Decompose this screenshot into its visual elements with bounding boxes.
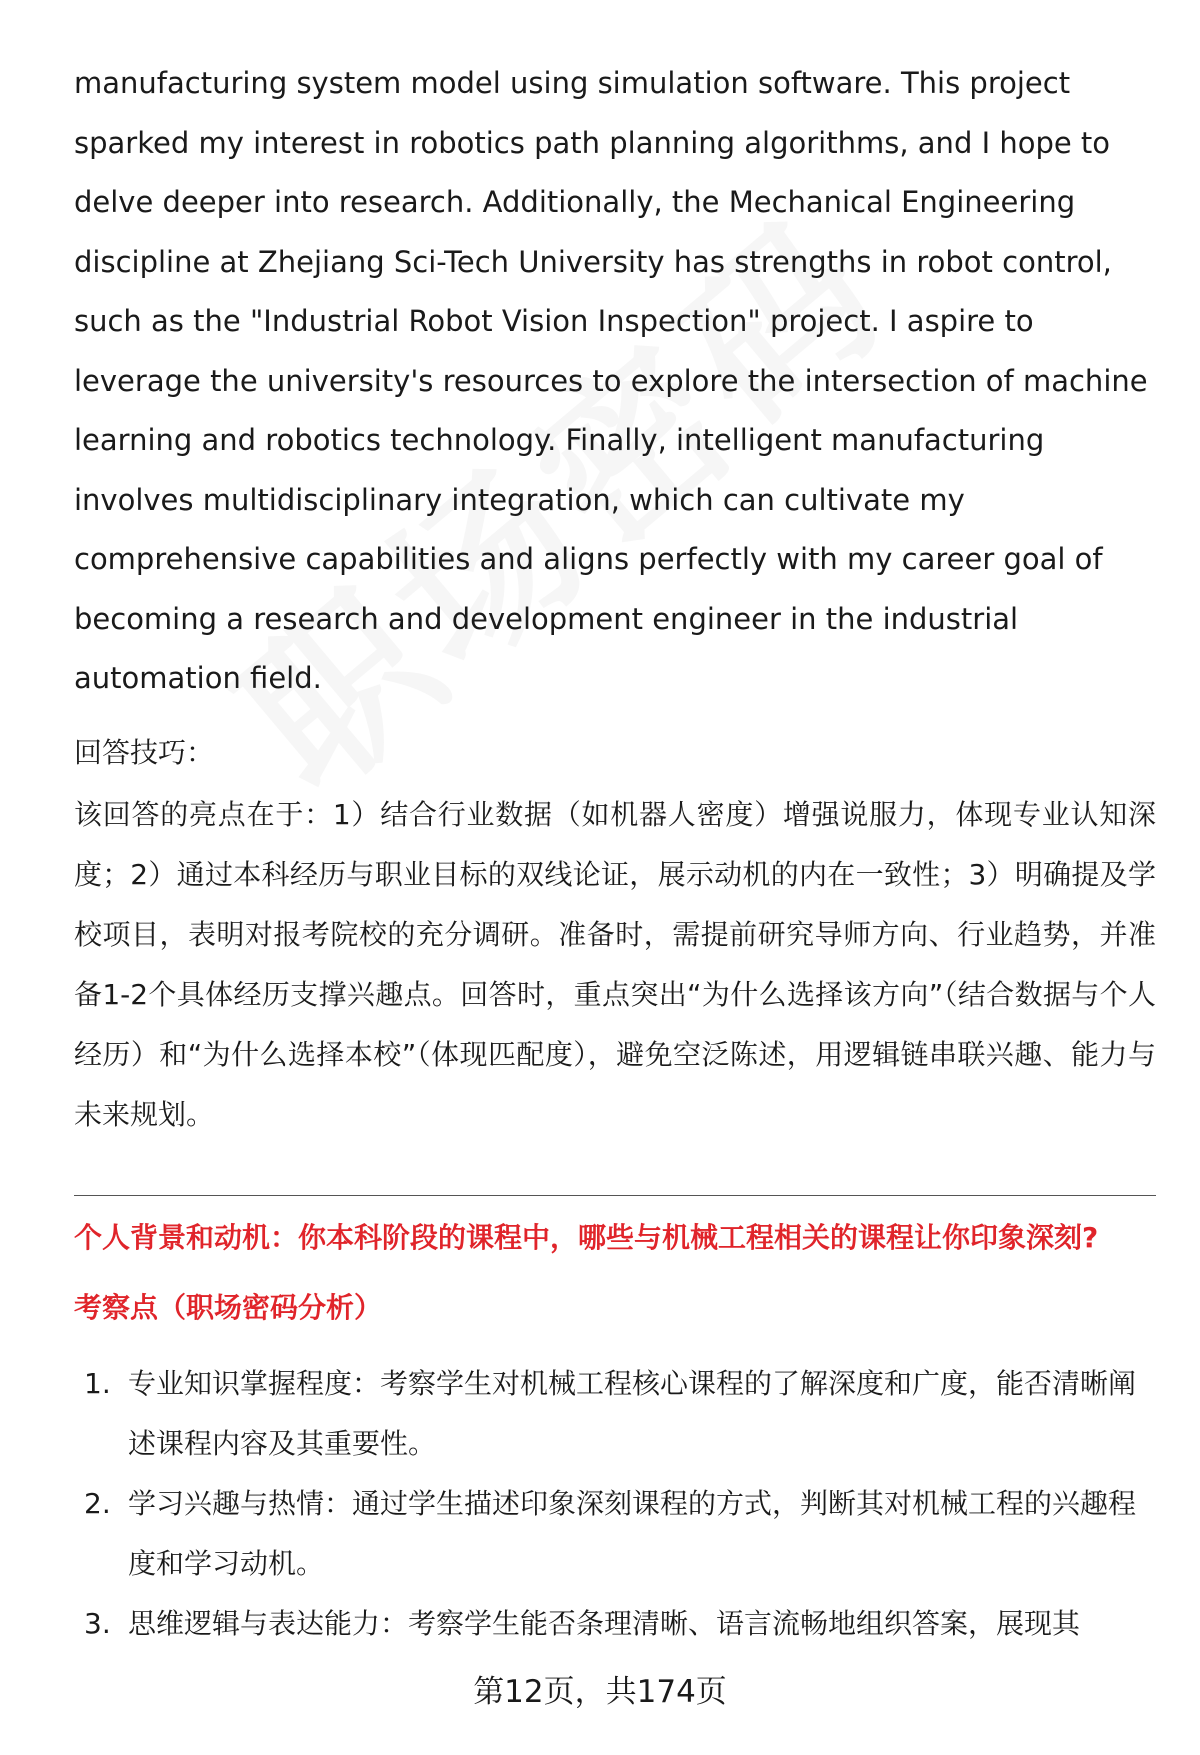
list-item-text: 学习兴趣与热情：通过学生描述印象深刻课程的方式，判断其对机械工程的兴趣程度和学习动机。: [128, 1486, 1137, 1580]
document-page: [74, 54, 1156, 1654]
section-divider: [74, 1195, 1156, 1196]
list-item-number: 3.: [84, 1606, 111, 1640]
answer-paragraph: manufacturing system model using simulation software. This project sparked my interest in robotics path planning algorithms, and I hope to delve deeper into research. Additionally, the Mechanical Engineering discipline at Zhejiang Sci-Tech University has strengths in robot control, such as the "Industrial Robot Vision Inspection" project. I aspire to leverage the university's resources to explore the intersection of machine learning and robotics technology. Finally, intelligent manufacturing involves multidisciplinary integration, which can cultivate my comprehensive capabilities and aligns perfectly with my career goal of becoming a research and development engineer in the industrial automation field.: [74, 66, 1148, 695]
list-item-number: 2.: [84, 1486, 111, 1520]
list-item-text: 专业知识掌握程度：考察学生对机械工程核心课程的了解深度和广度，能否清晰阐述课程内容及其重要性。: [128, 1366, 1137, 1460]
list-item: [74, 1594, 1156, 1654]
question-heading: 个人背景和动机：你本科阶段的课程中，哪些与机械工程相关的课程让你印象深刻?: [74, 1220, 1099, 1254]
page-footer: 第12页，共174页: [473, 1674, 727, 1710]
list-item: [74, 1474, 1156, 1594]
focus-title: 考察点（职场密码分析）: [74, 1290, 383, 1324]
tips-title: 回答技巧：: [74, 735, 215, 769]
tips-body: 该回答的亮点在于：1）结合行业数据（如机器人密度）增强说服力，体现专业认知深度；2）通过本科经历与职业目标的双线论证，展示动机的内在一致性；3）明确提及学校项目，表明对报考院校的充分调研。准备时，需提前研究导师方向、行业趋势，并准备1-2个具体经历支撑兴趣点。回答时，重点突出“为什么选择该方向”（结合数据与个人经历）和“为什么选择本校”（体现匹配度），避免空泛陈述，用逻辑链串联兴趣、能力与未来规划。: [74, 797, 1156, 1131]
list-item: [74, 1354, 1156, 1474]
focus-list: [74, 1354, 1156, 1654]
list-item-number: 1.: [84, 1366, 111, 1400]
list-item-text: 思维逻辑与表达能力：考察学生能否条理清晰、语言流畅地组织答案，展现其: [128, 1606, 1081, 1640]
